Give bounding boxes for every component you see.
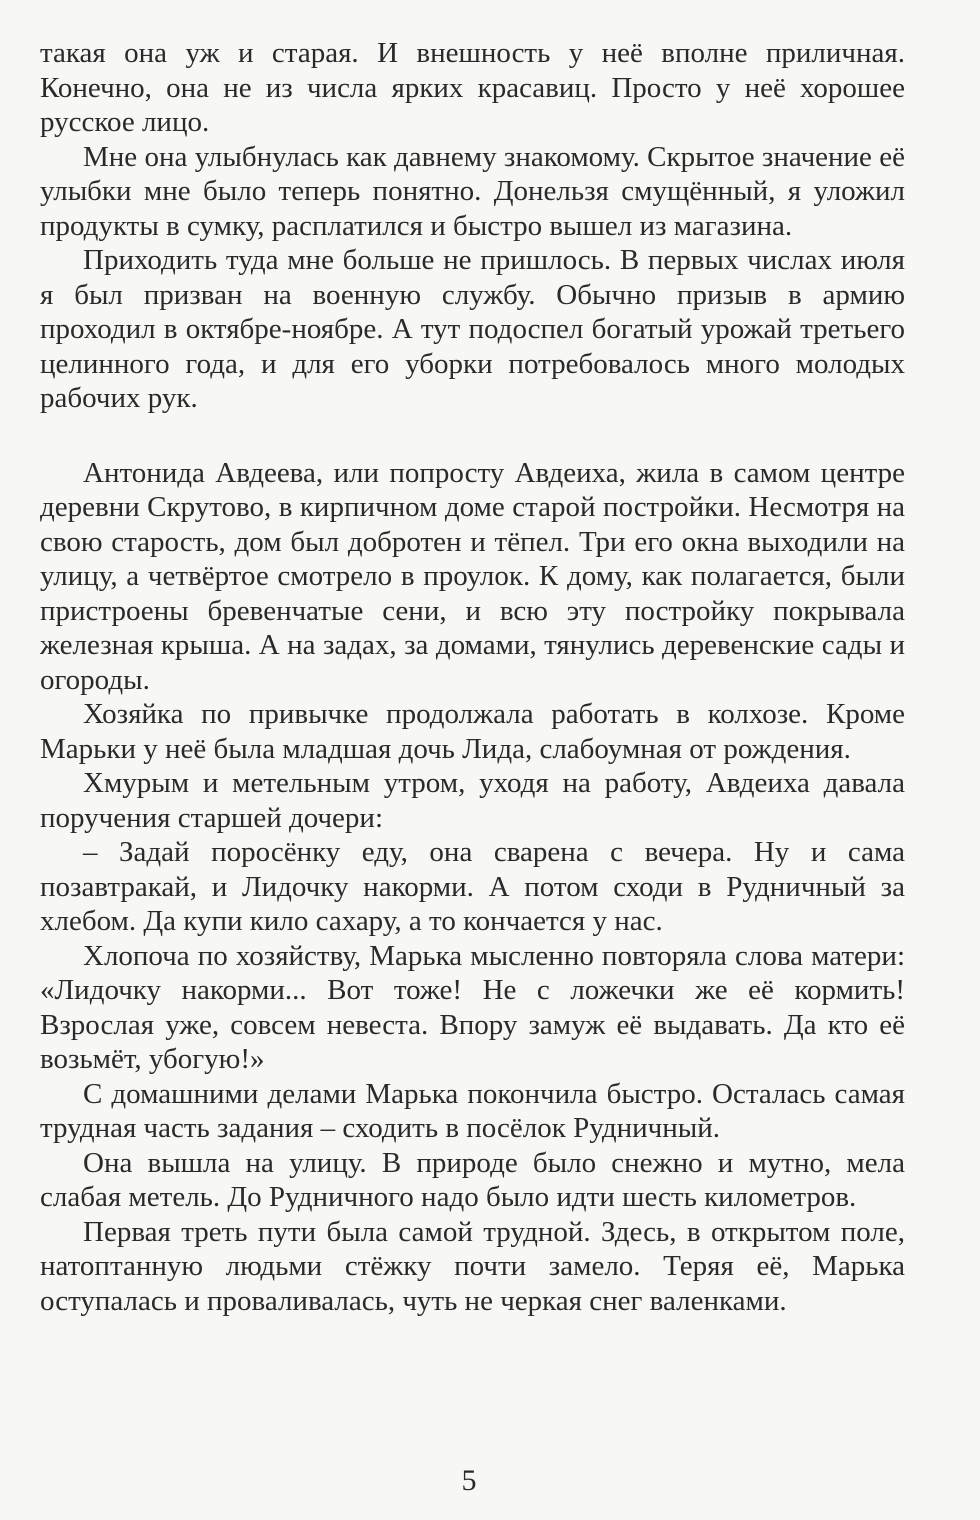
paragraph-1: такая она уж и старая. И внешность у неё вполне приличная. Конечно, она не из числа ярких красавиц. Просто у неё хорошее русское лицо.	[40, 37, 905, 138]
paragraph-5: Хозяйка по привычке продолжала работать в колхозе. Кроме Марьки у неё была младшая дочь Лида, слабоумная от рождения.	[40, 698, 905, 765]
paragraph-6: Хмурым и метельным утром, уходя на работу, Авдеиха давала поручения старшей дочери:	[40, 767, 905, 834]
paragraph-9: С домашними делами Марька покончила быстро. Осталась самая трудная часть задания – сходить в посёлок Рудничный.	[40, 1077, 905, 1144]
page-number: 5	[461, 1464, 477, 1497]
paragraph-3: Приходить туда мне больше не пришлось. В первых числах июля я был призван на военную службу. Обычно призыв в армию проходил в октябре-ноябре. А тут подоспел богатый урожай третьего целинного года, и для его уборки потребовалось много молодых рабочих рук.	[40, 244, 905, 414]
dialogue-paragraph: – Задай поросёнку еду, она сварена с вечера. Ну и сама позавтракай, и Лидочку накорми. А потом сходи в Рудничный за хлебом. Да купи кило сахару, а то кончается у нас.	[40, 836, 905, 937]
paragraph-8: Хлопоча по хозяйству, Марька мысленно повторяла слова матери: «Лидочку накорми... Вот тоже! Не с ложечки же её кормить! Взрослая уже, совсем невеста. Впору замуж её выдавать. Да кто её возьмёт, убогую!»	[40, 939, 905, 1075]
paragraph-2: Мне она улыбнулась как давнему знакомому. Скрытое значение её улыбки мне было теперь понятно. Донельзя смущённый, я уложил продукты в сумку, расплатился и быстро вышел из магазина.	[40, 140, 905, 242]
paragraph-10: Она вышла на улицу. В природе было снежно и мутно, мела слабая метель. До Рудничного надо было идти шесть километров.	[40, 1146, 905, 1213]
paragraph-11: Первая треть пути была самой трудной. Здесь, в открытом поле, натоптанную людьми стёжку почти замело. Теряя её, Марька оступалась и проваливалась, чуть не черкая снег валенками.	[40, 1215, 905, 1317]
paragraph-4: Антонида Авдеева, или попросту Авдеиха, жила в самом центре деревни Скрутово, в кирпичном доме старой постройки. Несмотря на свою старость, дом был добротен и тёпел. Три его окна выходили на улицу, а четвёртое смотрело в проулок. К дому, как полагается, были пристроены бревенчатые сени, и всю эту постройку покрывала железная крыша. А на задах, за домами, тянулись деревенские сады и огороды.	[40, 456, 905, 696]
page-text	[40, 36, 905, 1318]
